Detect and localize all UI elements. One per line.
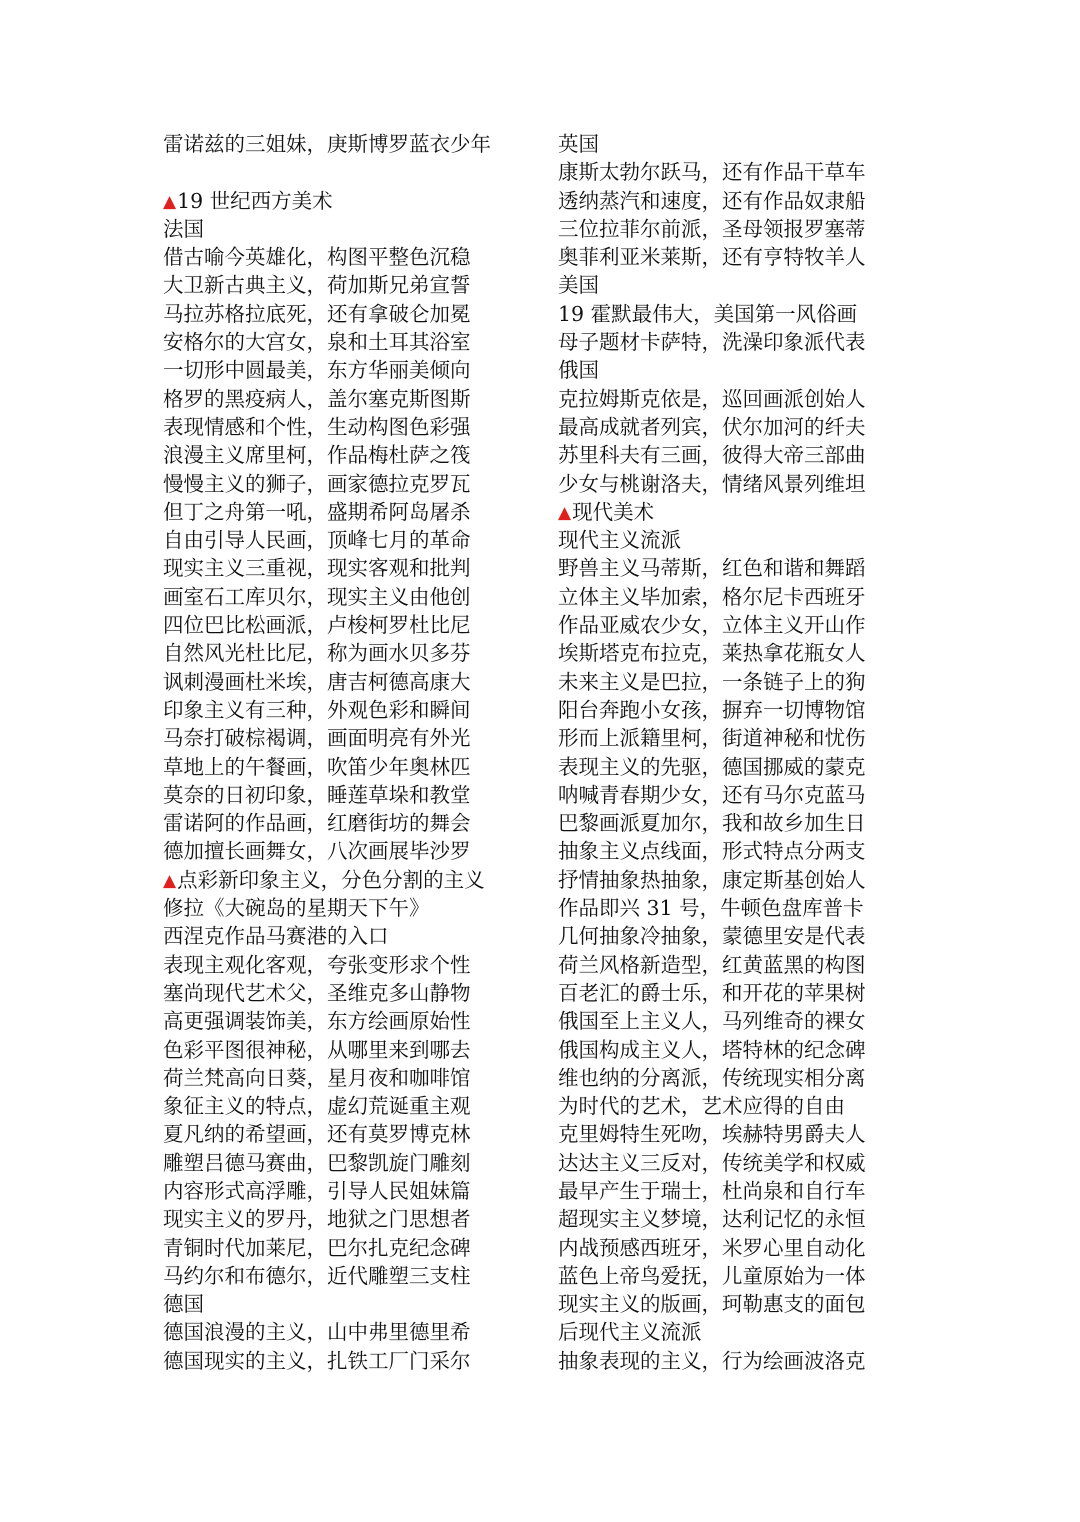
- line-text: 象征主义的特点，虚幻荒诞重主观: [163, 1094, 471, 1119]
- text-line: [163, 894, 533, 922]
- line-text: 德国: [163, 1292, 204, 1317]
- line-text: 四位巴比松画派，卢梭柯罗杜比尼: [163, 613, 471, 638]
- line-text: 雕塑吕德马赛曲，巴黎凯旋门雕刻: [163, 1150, 471, 1175]
- text-line: [558, 356, 918, 384]
- text-line: [163, 1262, 533, 1290]
- heading-text: 19 世纪西方美术: [177, 188, 333, 213]
- line-text: 大卫新古典主义，荷加斯兄弟宣誓: [163, 273, 471, 298]
- line-text: 但丁之舟第一吼，盛期希阿岛屠杀: [163, 499, 471, 524]
- text-line: [558, 866, 918, 894]
- text-line: [163, 130, 533, 158]
- line-text: 形而上派籍里柯，街道神秘和忧伤: [558, 726, 866, 751]
- line-text: 埃斯塔克布拉克，莱热拿花瓶女人: [558, 641, 866, 666]
- text-line: [163, 753, 533, 781]
- line-text: 马约尔和布德尔，近代雕塑三支柱: [163, 1263, 471, 1288]
- text-line: [558, 837, 918, 865]
- line-text: 现实主义的版画，珂勒惠支的面包: [558, 1292, 866, 1317]
- text-line: [163, 554, 533, 582]
- text-line: [558, 1205, 918, 1233]
- text-line: [163, 837, 533, 865]
- line-text: 达达主义三反对，传统美学和权威: [558, 1150, 866, 1175]
- line-text: 现实主义的罗丹，地狱之门思想者: [163, 1207, 471, 1232]
- line-text: 青铜时代加莱尼，巴尔扎克纪念碑: [163, 1235, 471, 1260]
- line-text: 马奈打破棕褐调，画面明亮有外光: [163, 726, 471, 751]
- text-line: [558, 215, 918, 243]
- text-line: [558, 328, 918, 356]
- line-text: 抽象主义点线面，形式特点分两支: [558, 839, 866, 864]
- text-line: [558, 1007, 918, 1035]
- heading-text: 现代美术: [572, 499, 655, 524]
- text-line: [558, 1149, 918, 1177]
- text-line: [163, 951, 533, 979]
- line-text: 慢慢主义的狮子，画家德拉克罗瓦: [163, 471, 471, 496]
- text-line: [558, 1064, 918, 1092]
- text-line: [558, 158, 918, 186]
- text-line: [558, 1120, 918, 1148]
- heading-text: 点彩新印象主义，分色分割的主义: [177, 867, 485, 892]
- right-column: [558, 130, 918, 1375]
- line-text: 为时代的艺术，艺术应得的自由: [558, 1094, 845, 1119]
- line-text: 母子题材卡萨特，洗澡印象派代表: [558, 330, 866, 355]
- line-text: 英国: [558, 132, 599, 156]
- line-text: 呐喊青春期少女，还有马尔克蓝马: [558, 782, 866, 807]
- line-text: 表现主观化客观，夸张变形求个性: [163, 952, 471, 977]
- text-line: [558, 809, 918, 837]
- line-text: 抒情抽象热抽象，康定斯基创始人: [558, 867, 866, 892]
- text-line: [558, 1290, 918, 1318]
- line-text: 塞尚现代艺术父，圣维克多山静物: [163, 980, 471, 1005]
- line-text: 内容形式高浮雕，引导人民姐妹篇: [163, 1178, 471, 1203]
- line-text: 高更强调装饰美，东方绘画原始性: [163, 1009, 471, 1034]
- line-text: 表现情感和个性，生动构图色彩强: [163, 414, 471, 439]
- line-text: 抽象表现的主义，行为绘画波洛克: [558, 1348, 866, 1373]
- text-line: [558, 554, 918, 582]
- text-line: [163, 1036, 533, 1064]
- line-text: 少女与桃谢洛夫，情绪风景列维坦: [558, 471, 866, 496]
- line-text: 维也纳的分离派，传统现实相分离: [558, 1065, 866, 1090]
- line-text: 奥菲利亚米莱斯，还有亨特牧羊人: [558, 245, 866, 270]
- text-line: [163, 696, 533, 724]
- line-text: 透纳蒸汽和速度，还有作品奴隶船: [558, 188, 866, 213]
- text-line: [558, 668, 918, 696]
- line-text: 作品即兴 31 号，牛顿色盘库普卡: [558, 896, 864, 921]
- line-text: 现实主义三重视，现实客观和批判: [163, 556, 471, 581]
- line-text: 阳台奔跑小女孩，摒弃一切博物馆: [558, 697, 866, 722]
- text-line: [558, 470, 918, 498]
- text-line: [163, 1347, 533, 1375]
- text-line: [558, 951, 918, 979]
- text-line: [163, 385, 533, 413]
- text-line: [558, 526, 918, 554]
- text-line: [163, 1092, 533, 1120]
- text-line: [558, 1092, 918, 1120]
- blank-line: [163, 158, 533, 186]
- text-line: [163, 1290, 533, 1318]
- line-text: 色彩平图很神秘，从哪里来到哪去: [163, 1037, 471, 1062]
- line-text: 立体主义毕加索，格尔尼卡西班牙: [558, 584, 866, 609]
- text-line: [163, 470, 533, 498]
- text-line: [558, 441, 918, 469]
- text-line: [163, 1177, 533, 1205]
- text-line: [558, 413, 918, 441]
- line-text: 草地上的午餐画，吹笛少年奥林匹: [163, 754, 471, 779]
- left-column: [163, 130, 533, 1375]
- section-heading: [163, 187, 533, 215]
- text-line: [163, 1234, 533, 1262]
- text-line: [558, 1347, 918, 1375]
- line-text: 德国现实的主义，扎铁工厂门采尔: [163, 1348, 471, 1373]
- line-text: 19 霍默最伟大，美国第一风俗画: [558, 301, 858, 326]
- text-line: [558, 583, 918, 611]
- text-line: [163, 922, 533, 950]
- text-line: [558, 696, 918, 724]
- text-line: [558, 130, 918, 158]
- line-text: 借古喻今英雄化，构图平整色沉稳: [163, 245, 471, 270]
- line-text: 讽刺漫画杜米埃，唐吉柯德高康大: [163, 669, 471, 694]
- text-line: [163, 724, 533, 752]
- line-text: 美国: [558, 273, 599, 298]
- text-line: [163, 979, 533, 1007]
- text-line: [163, 583, 533, 611]
- line-text: 雷诺阿的作品画，红磨街坊的舞会: [163, 811, 471, 836]
- text-line: [163, 668, 533, 696]
- text-line: [558, 1318, 918, 1346]
- text-line: [163, 328, 533, 356]
- text-line: [558, 639, 918, 667]
- text-line: [558, 979, 918, 1007]
- line-text: 超现实主义梦境，达利记忆的永恒: [558, 1207, 866, 1232]
- section-heading: [163, 866, 533, 894]
- text-line: [163, 356, 533, 384]
- line-text: 西涅克作品马赛港的入口: [163, 924, 389, 949]
- line-text: 雷诺兹的三姐妹，庚斯博罗蓝衣少年: [163, 132, 491, 156]
- line-text: 巴黎画派夏加尔，我和故乡加生日: [558, 811, 866, 836]
- line-text: 浪漫主义席里柯，作品梅杜萨之筏: [163, 443, 471, 468]
- text-line: [163, 1120, 533, 1148]
- text-line: [163, 215, 533, 243]
- line-text: 画室石工库贝尔，现实主义由他创: [163, 584, 471, 609]
- line-text: 未来主义是巴拉，一条链子上的狗: [558, 669, 866, 694]
- line-text: 俄国构成主义人，塔特林的纪念碑: [558, 1037, 866, 1062]
- line-text: 莫奈的日初印象，睡莲草垛和教堂: [163, 782, 471, 807]
- text-line: [163, 639, 533, 667]
- text-line: [558, 1036, 918, 1064]
- line-text: 百老汇的爵士乐，和开花的苹果树: [558, 980, 866, 1005]
- text-line: [163, 498, 533, 526]
- line-text: 夏凡纳的希望画，还有莫罗博克林: [163, 1122, 471, 1147]
- text-line: [163, 781, 533, 809]
- line-text: 荷兰风格新造型，红黄蓝黑的构图: [558, 952, 866, 977]
- text-line: [163, 1149, 533, 1177]
- text-line: [163, 1205, 533, 1233]
- text-line: [558, 894, 918, 922]
- red-triangle-icon: ▲: [163, 870, 177, 891]
- line-text: 自由引导人民画，顶峰七月的革命: [163, 528, 471, 553]
- text-line: [163, 243, 533, 271]
- line-text: 修拉《大碗岛的星期天下午》: [163, 896, 430, 921]
- line-text: 康斯太勃尔跃马，还有作品干草车: [558, 160, 866, 185]
- text-line: [558, 922, 918, 950]
- line-text: 野兽主义马蒂斯，红色和谐和舞蹈: [558, 556, 866, 581]
- text-line: [558, 1234, 918, 1262]
- text-line: [558, 781, 918, 809]
- line-text: 最早产生于瑞士，杜尚泉和自行车: [558, 1178, 866, 1203]
- line-text: 印象主义有三种，外观色彩和瞬间: [163, 697, 471, 722]
- text-line: [163, 441, 533, 469]
- text-line: [558, 385, 918, 413]
- line-text: 自然风光杜比尼，称为画水贝多芬: [163, 641, 471, 666]
- text-line: [163, 413, 533, 441]
- text-line: [558, 187, 918, 215]
- line-text: 德加擅长画舞女，八次画展毕沙罗: [163, 839, 471, 864]
- red-triangle-icon: ▲: [558, 502, 572, 523]
- text-line: [163, 809, 533, 837]
- line-text: 俄国至上主义人，马列维奇的裸女: [558, 1009, 866, 1034]
- line-text: 安格尔的大宫女，泉和土耳其浴室: [163, 330, 471, 355]
- line-text: 荷兰梵高向日葵，星月夜和咖啡馆: [163, 1065, 471, 1090]
- text-line: [558, 1177, 918, 1205]
- line-text: 一切形中圆最美，东方华丽美倾向: [163, 358, 471, 383]
- text-line: [163, 1007, 533, 1035]
- text-line: [163, 526, 533, 554]
- line-text: 表现主义的先驱，德国挪威的蒙克: [558, 754, 866, 779]
- line-text: 克里姆特生死吻，埃赫特男爵夫人: [558, 1122, 866, 1147]
- line-text: 三位拉菲尔前派，圣母领报罗塞蒂: [558, 216, 866, 241]
- line-text: 蓝色上帝鸟爱抚，儿童原始为一体: [558, 1263, 866, 1288]
- text-line: [558, 611, 918, 639]
- text-line: [558, 724, 918, 752]
- text-line: [558, 753, 918, 781]
- red-triangle-icon: ▲: [163, 191, 177, 212]
- text-line: [558, 271, 918, 299]
- line-text: 克拉姆斯克依是，巡回画派创始人: [558, 386, 866, 411]
- line-text: 格罗的黑疫病人，盖尔塞克斯图斯: [163, 386, 471, 411]
- line-text: 内战预感西班牙，米罗心里自动化: [558, 1235, 866, 1260]
- line-text: 作品亚威农少女，立体主义开山作: [558, 613, 866, 638]
- text-line: [558, 243, 918, 271]
- text-line: [558, 1262, 918, 1290]
- section-heading: [558, 498, 918, 526]
- line-text: 苏里科夫有三画，彼得大帝三部曲: [558, 443, 866, 468]
- text-line: [163, 1064, 533, 1092]
- text-line: [163, 611, 533, 639]
- line-text: 马拉苏格拉底死，还有拿破仑加冕: [163, 301, 471, 326]
- line-text: 俄国: [558, 358, 599, 383]
- line-text: 现代主义流派: [558, 528, 681, 553]
- line-text: 后现代主义流派: [558, 1320, 702, 1345]
- text-line: [558, 300, 918, 328]
- text-line: [163, 271, 533, 299]
- line-text: 法国: [163, 216, 204, 241]
- text-line: [163, 300, 533, 328]
- line-text: 德国浪漫的主义，山中弗里德里希: [163, 1320, 471, 1345]
- line-text: 几何抽象冷抽象，蒙德里安是代表: [558, 924, 866, 949]
- line-text: 最高成就者列宾，伏尔加河的纤夫: [558, 414, 866, 439]
- text-line: [163, 1318, 533, 1346]
